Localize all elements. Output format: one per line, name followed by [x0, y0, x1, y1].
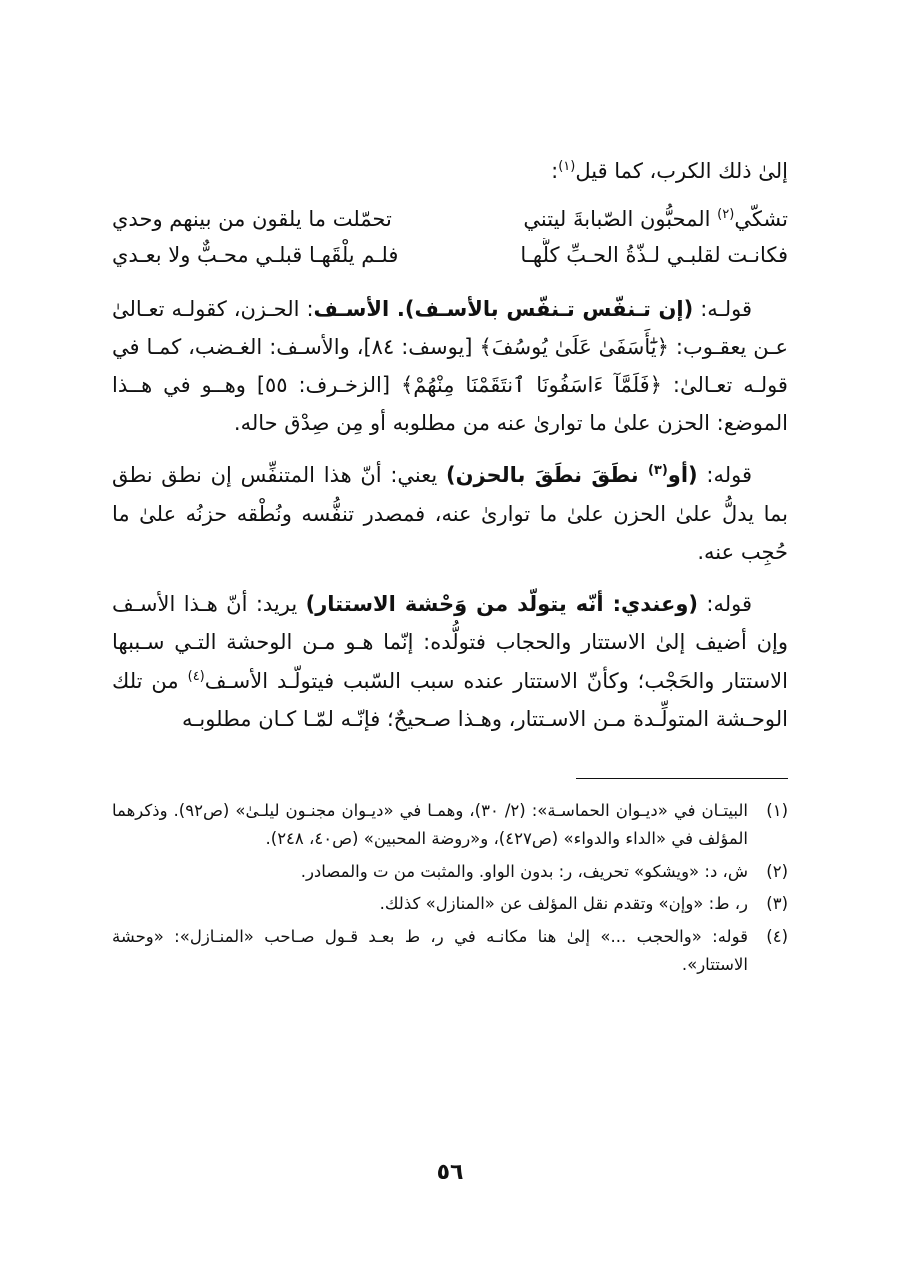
poem-verse	[112, 202, 788, 238]
footnote-text: قوله: «والحجب ...» إلىٰ هنا مكانـه في ر، ط بعـد قـول صـاحب «المنـازل»: «وحشة الاستتار».	[112, 926, 748, 974]
poem	[112, 202, 788, 273]
footnotes	[112, 797, 788, 979]
book-page	[112, 152, 788, 1232]
quoted-phrase: (إن تـنفّس تـنفّس بالأسـف). الأسـف	[313, 296, 694, 321]
quoted-phrase: (أو$^{(٣)}$ نطَقَ نطَقَ بالحزن)	[445, 463, 698, 488]
quran-verse: ﴿يَٰٓأَسَفَىٰ عَلَىٰ يُوسُفَ﴾	[479, 334, 669, 359]
footnote-ref-3[interactable]: (٣)	[647, 463, 668, 479]
quran-verse: ﴿فَلَمَّآ ءَاسَفُونَا ٱنتَقَمْنَا مِنْهُمْ﴾	[400, 373, 662, 398]
intro-line: إلىٰ ذلك الكرب، كما قيل$^{(١)}$:	[551, 159, 788, 183]
quoted-phrase: (وعندي: أنّه يتولّد من وَحْشة الاستتار)	[305, 592, 698, 617]
footnote-text: ر، ط: «وإن» وتقدم نقل المؤلف عن «المنازل» كذلك.	[379, 894, 748, 914]
footnote	[112, 923, 788, 980]
verse-reference: [يوسف: ٨٤]	[363, 334, 480, 359]
paragraph-nataqa: قوله: (أو$^{(٣)}$ نطَقَ نطَقَ بالحزن) يعني: أنّ هذا المتنفِّس إن نطق نطق بما يدلُّ علىٰ الحزن علىٰ ما توارىٰ عنه، فمصدر تنفُّسه ونُطْقه حزنُه علىٰ ما حُجِب عنه.	[112, 463, 788, 564]
footnote	[112, 858, 788, 886]
verse-first-hemistich: تشكّي$^{(٢)}$ المحبُّون الصّبابةَ ليتني	[523, 207, 788, 232]
verse-second-hemistich: تحمّلت ما يلقون من بينهم وحدي	[112, 207, 392, 232]
footnote-text: ش، د: «ويشكو» تحريف، ر: بدون الواو. والمثبت من ت والمصادر.	[300, 861, 748, 881]
footnote-number: (١)	[766, 801, 788, 820]
footnote-separator	[576, 778, 788, 779]
footnote-text: البيتـان في «ديـوان الحماسـة»: (٢/ ٣٠)، وهمـا في «ديـوان مجنـون ليلـىٰ» (ص٩٢). وذكرهما المؤلف في «الداء والدواء» (ص٤٢٧)، و«روضة المحبين» (ص٤٠، ٢٤٨).	[112, 801, 748, 849]
footnote-ref-4[interactable]: (٤)	[187, 668, 205, 684]
footnote-number: (٢)	[766, 861, 788, 881]
footnote	[112, 797, 788, 854]
main-text	[112, 152, 788, 738]
footnote-number: (٣)	[766, 894, 788, 914]
paragraph-wahsha: قوله: (وعندي: أنّه يتولّد من وَحْشة الاستتار) يريد: أنّ هـذا الأسـف وإن أضيف إلىٰ الاستتار والحجاب فتولُّده: إنّما هـو مـن الوحشة التـي سـببها الاستتار والحَجْب؛ وكأنّ الاستتار عنده سبب السّبب فيتولّـد الأسـف$^{(٤)}$ من تلك الوحـشة المتولِّـدة مـن الاسـتتار، وهـذا صـحيحٌ؛ فإنّـه لمّـا كـان مطلوبـه	[112, 592, 788, 731]
footnote-ref-2[interactable]: (٢)	[717, 207, 735, 223]
footnote	[112, 890, 788, 918]
paragraph-asaf: قولـه: (إن تـنفّس تـنفّس بالأسـف). الأسـف: الحـزن، كقولـه تعـالىٰ عـن يعقـوب: ﴿يَٰٓأَسَفَىٰ عَلَىٰ يُوسُفَ﴾ [يوسف: ٨٤]، والأسـف: الغـضب، كمـا في قولـه تعـالىٰ: ﴿فَلَمَّآ ءَاسَفُونَا ٱنتَقَمْنَا مِنْهُمْ﴾ [الزخـرف: ٥٥] وهــو في هــذا الموضع: الحزن علىٰ ما توارىٰ عنه من مطلوبه أو مِن صِدْق حاله.	[112, 296, 788, 436]
verse-first-hemistich: فكانـت لقلبـي لـذّةُ الحـبِّ كلُّهـا	[520, 242, 788, 267]
page-number: ٥٦	[436, 1160, 464, 1185]
footnote-number: (٤)	[766, 926, 788, 946]
verse-reference: [الزخـرف: ٥٥]	[256, 373, 401, 398]
verse-second-hemistich: فلـم يلْقَهـا قبلـي محـبٌّ ولا بعـدي	[112, 242, 399, 267]
footnote-ref-1[interactable]: (١)	[558, 159, 576, 174]
poem-verse	[112, 238, 788, 274]
